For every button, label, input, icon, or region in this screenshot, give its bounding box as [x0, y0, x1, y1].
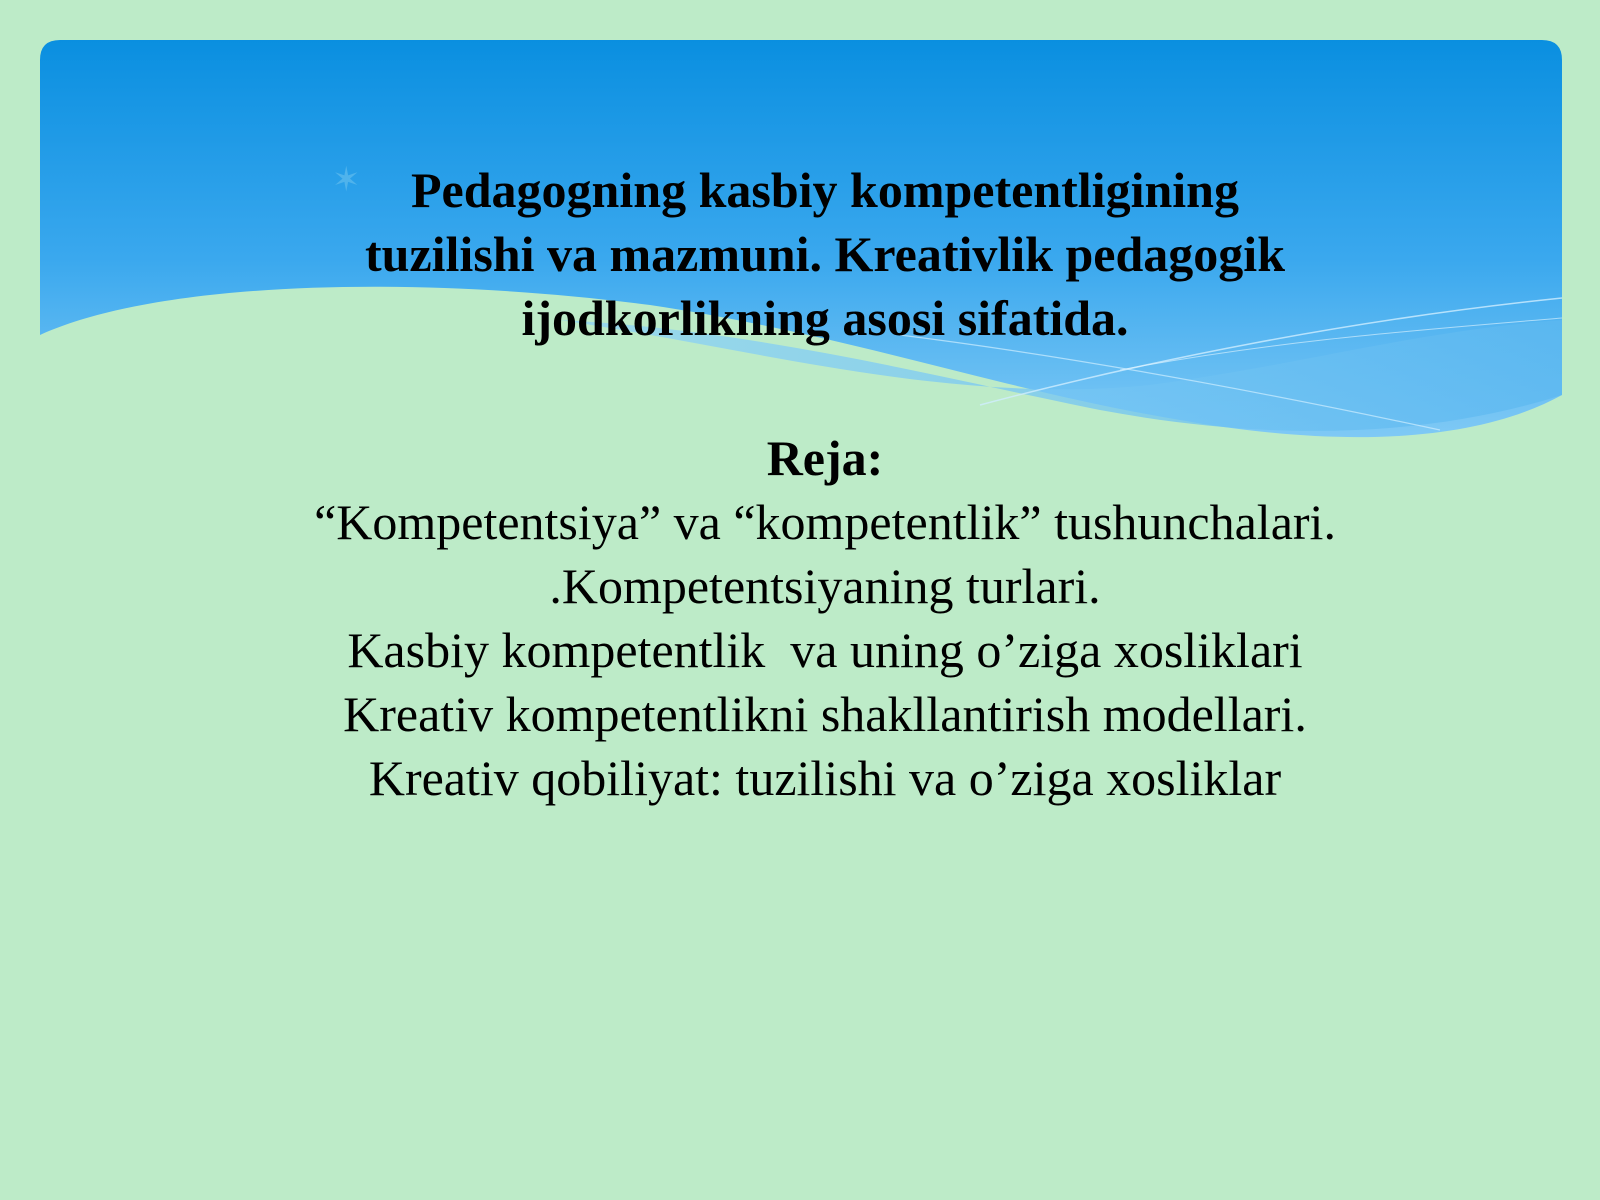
plan-item: Kreativ qobiliyat: tuzilishi va o’ziga xosliklar: [368, 750, 1282, 806]
title-line: ijodkorlikning asosi sifatida.: [521, 290, 1129, 346]
plan-item: Kasbiy kompetentlik va uning o’ziga xosliklari: [347, 622, 1303, 678]
plan-section: [200, 426, 1450, 810]
slide-title: [300, 158, 1350, 350]
plan-item: Kreativ kompetentlikni shakllantirish modellari.: [343, 686, 1307, 742]
plan-item: “Kompetentsiya” va “kompetentlik” tushunchalari.: [314, 494, 1336, 550]
plan-item: .Kompetentsiyaning turlari.: [549, 558, 1101, 614]
title-line: tuzilishi va mazmuni. Kreativlik pedagogik: [365, 226, 1285, 282]
plan-heading: Reja:: [766, 430, 884, 486]
star-bullet-icon: ✶: [332, 160, 361, 200]
title-line: Pedagogning kasbiy kompetentligining: [411, 162, 1239, 218]
